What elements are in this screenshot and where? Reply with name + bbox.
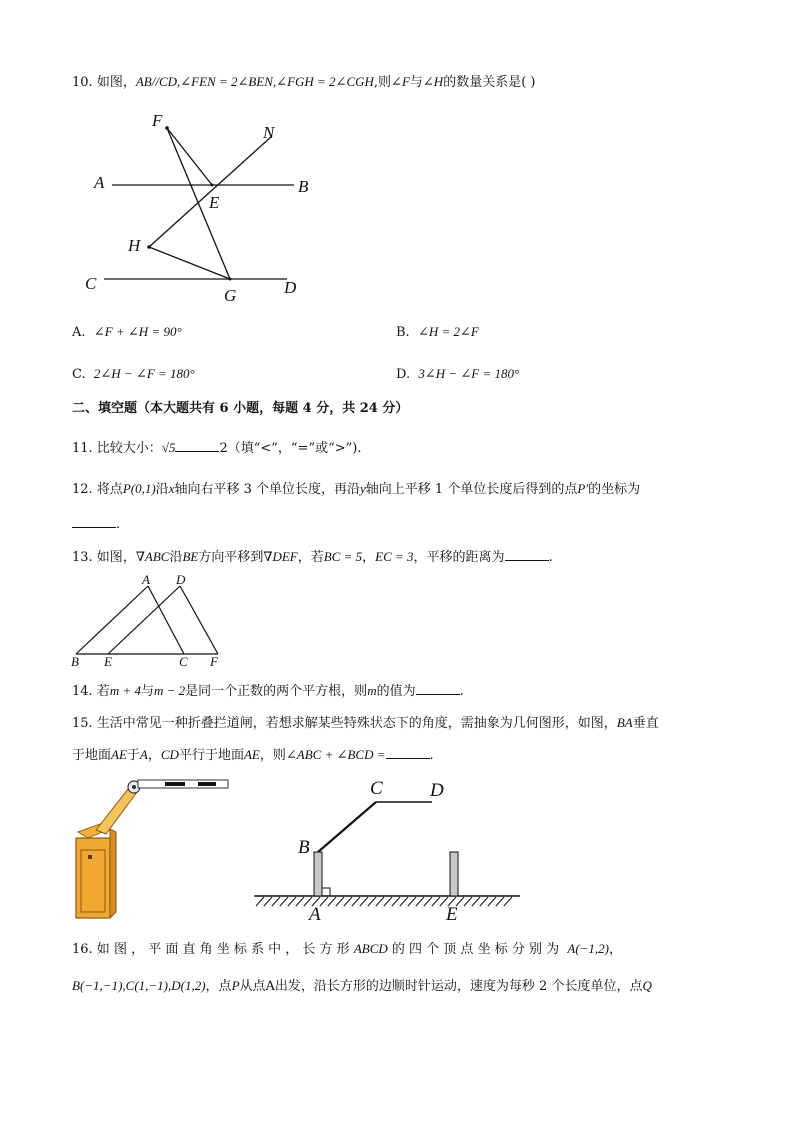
ray-en [149, 136, 272, 247]
label-a: A [94, 173, 105, 192]
q15-figure [252, 772, 527, 922]
q12-answer-line: . [72, 513, 120, 535]
segment-fg [167, 128, 230, 279]
section-heading: 二、填空题（本大题共有 6 小题，每题 4 分，共 24 分） [72, 401, 409, 416]
q10-option-a: A. ∠F + ∠H = 90° [72, 324, 182, 340]
q10-option-d: D. 3∠H − ∠F = 180° [396, 366, 520, 382]
label-f: F [152, 111, 163, 130]
label-f: F [210, 654, 218, 667]
segment-hg [149, 247, 230, 279]
label-e: E [209, 193, 220, 212]
label-c: C [179, 654, 188, 667]
q16-line1: 16. 如 图 ， 平 面 直 角 坐 标 系 中 ， 长 方 形 ABCD 的 四 个 顶 点 坐 标 分 别 为 A(−1,2)， [72, 941, 623, 957]
answer-blank [505, 546, 549, 561]
q15-line1: 15. 生活中常见一种折叠拦道闸，若想求解某些特殊状态下的角度，需抽象为几何图形，如图，BA垂直 [72, 715, 659, 731]
label-a: A [142, 572, 150, 587]
label-g: G [224, 286, 237, 305]
q14: 14. 若m + 4与m − 2是同一个正数的两个平方根，则m的值为 . [72, 680, 464, 702]
label-c: C [85, 274, 97, 293]
q13-figure [68, 572, 238, 667]
q10-option-b: B. ∠H = 2∠F [396, 324, 479, 340]
label-e: E [104, 654, 112, 667]
label-n: N [263, 123, 275, 142]
q13: 13. 如图，∇ABC沿BE方向平移到∇DEF，若BC = 5，EC = 3，平移的距离为 . [72, 546, 553, 568]
label-d: D [176, 572, 186, 587]
q10-stem: 10. 如图，AB//CD,∠FEN = 2∠BEN,∠FGH = 2∠CGH,则∠F与∠H的数量关系是( ) [72, 74, 536, 90]
q10-option-c: C. 2∠H − ∠F = 180° [72, 366, 195, 382]
answer-blank [175, 437, 219, 452]
label-b: B [71, 654, 79, 667]
q11: 11. 比较大小：√5 2（填“<”，“=”或“>”). [72, 437, 361, 459]
label-a: A [309, 904, 321, 922]
segment-fe [167, 128, 212, 185]
q10-figure [82, 108, 332, 308]
q16-line2: B(−1,−1),C(1,−1),D(1,2)，点P从点A出发，沿长方形的边顺时针运动，速度为每秒 2 个长度单位，点Q [72, 978, 652, 994]
answer-blank [72, 513, 116, 528]
label-d: D [284, 278, 297, 297]
label-h: H [128, 236, 141, 255]
label-b: B [298, 177, 309, 196]
answer-blank [386, 744, 430, 759]
q15-line2: 于地面AE于A，CD平行于地面AE，则∠ABC + ∠BCD = . [72, 744, 434, 766]
label-b: B [298, 837, 310, 858]
label-c: C [370, 778, 383, 799]
q12: 12. 将点P(0,1)沿x轴向右平移 3 个单位长度，再沿y轴向上平移 1 个单位长度后得到的点P′的坐标为 [72, 481, 641, 497]
label-e: E [446, 904, 458, 922]
label-d: D [430, 780, 444, 801]
answer-blank [416, 680, 460, 695]
barrier-gate-illustration [70, 772, 240, 922]
